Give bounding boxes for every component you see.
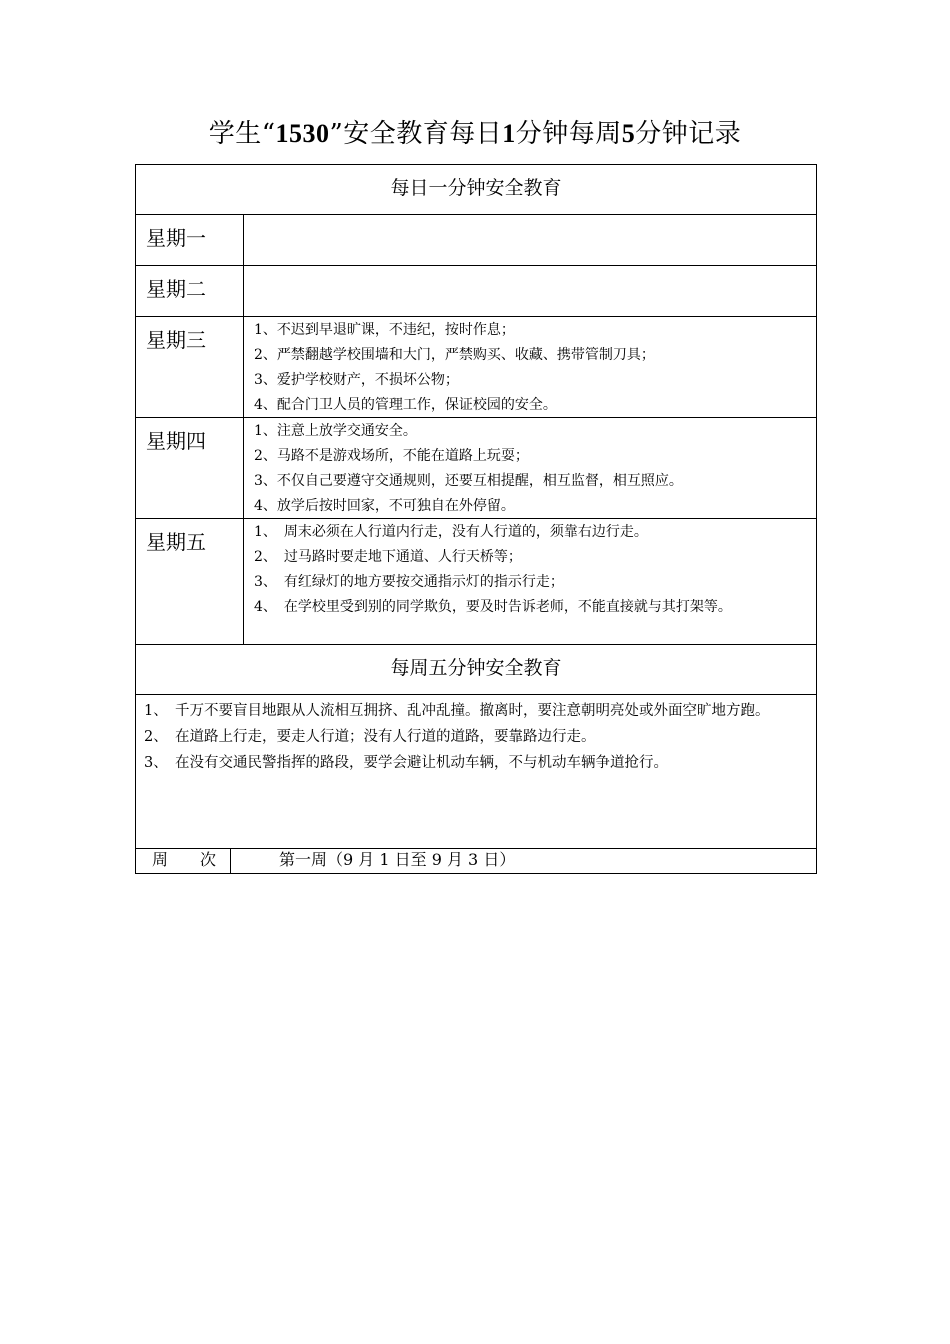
rule-line: 3、爱护学校财产，不损坏公物； [254,372,459,388]
rule-line: 2、严禁翻越学校围墙和大门，严禁购买、收藏、携带管制刀具； [254,347,655,363]
weekly-content [136,695,816,849]
day-row-friday [136,519,816,645]
weekly-item: 1、 千万不要盲目地跟从人流相互拥挤、乱冲乱撞。撤离时，要注意朝明亮处或外面空旷地方跑。 [144,703,770,719]
day-label: 星期四 [136,418,244,518]
rule-line: 2、 过马路时要走地下通道、人行天桥等； [254,549,522,565]
day-row-monday [136,215,816,266]
day-row-wednesday [136,317,816,418]
rule-line: 3、不仅自己要遵守交通规则，还要互相提醒，相互监督，相互照应。 [254,473,683,489]
day-content [244,317,816,417]
page-title [0,114,950,154]
title-part: 学生“ [208,119,276,149]
rule-line: 1、不迟到早退旷课，不违纪，按时作息； [254,322,515,338]
day-content [244,266,816,316]
day-content [244,418,816,518]
weekly-section-header: 每周五分钟安全教育 [136,645,816,695]
day-label: 星期三 [136,317,244,417]
title-number: 1 [502,119,516,148]
weekly-item: 3、 在没有交通民警指挥的路段，要学会避让机动车辆，不与机动车辆争道抢行。 [144,755,668,771]
day-label: 星期一 [136,215,244,265]
rule-line: 1、 周末必须在人行道内行走，没有人行道的，须靠右边行走。 [254,524,648,540]
rule-line: 4、 在学校里受到别的同学欺负，要及时告诉老师，不能直接就与其打架等。 [254,599,732,615]
day-row-tuesday [136,266,816,317]
week-value: 第一周（9 月 1 日至 9 月 3 日） [279,850,516,869]
week-number-row [136,849,816,873]
rule-line: 3、 有红绿灯的地方要按交通指示灯的指示行走； [254,574,564,590]
week-label: 周 次 [136,849,231,873]
rule-line: 4、配合门卫人员的管理工作，保证校园的安全。 [254,397,557,413]
day-label: 星期五 [136,519,244,644]
title-number: 5 [621,119,636,148]
weekly-item: 2、 在道路上行走，要走人行道；没有人行道的道路，要靠路边行走。 [144,729,596,745]
day-row-thursday [136,418,816,519]
title-code: 1530 [275,119,330,148]
rule-line: 2、马路不是游戏场所，不能在道路上玩耍； [254,448,529,464]
title-part: ”安全教育每日 [329,119,503,149]
title-part: 分钟记录 [635,119,742,149]
day-label: 星期二 [136,266,244,316]
daily-section-header: 每日一分钟安全教育 [136,165,816,215]
safety-record-table [135,164,817,874]
day-content [244,215,816,265]
rule-line: 4、放学后按时回家，不可独自在外停留。 [254,498,515,514]
rule-line: 1、注意上放学交通安全。 [254,423,417,439]
day-content [244,519,816,644]
title-part: 分钟每周 [515,119,622,149]
